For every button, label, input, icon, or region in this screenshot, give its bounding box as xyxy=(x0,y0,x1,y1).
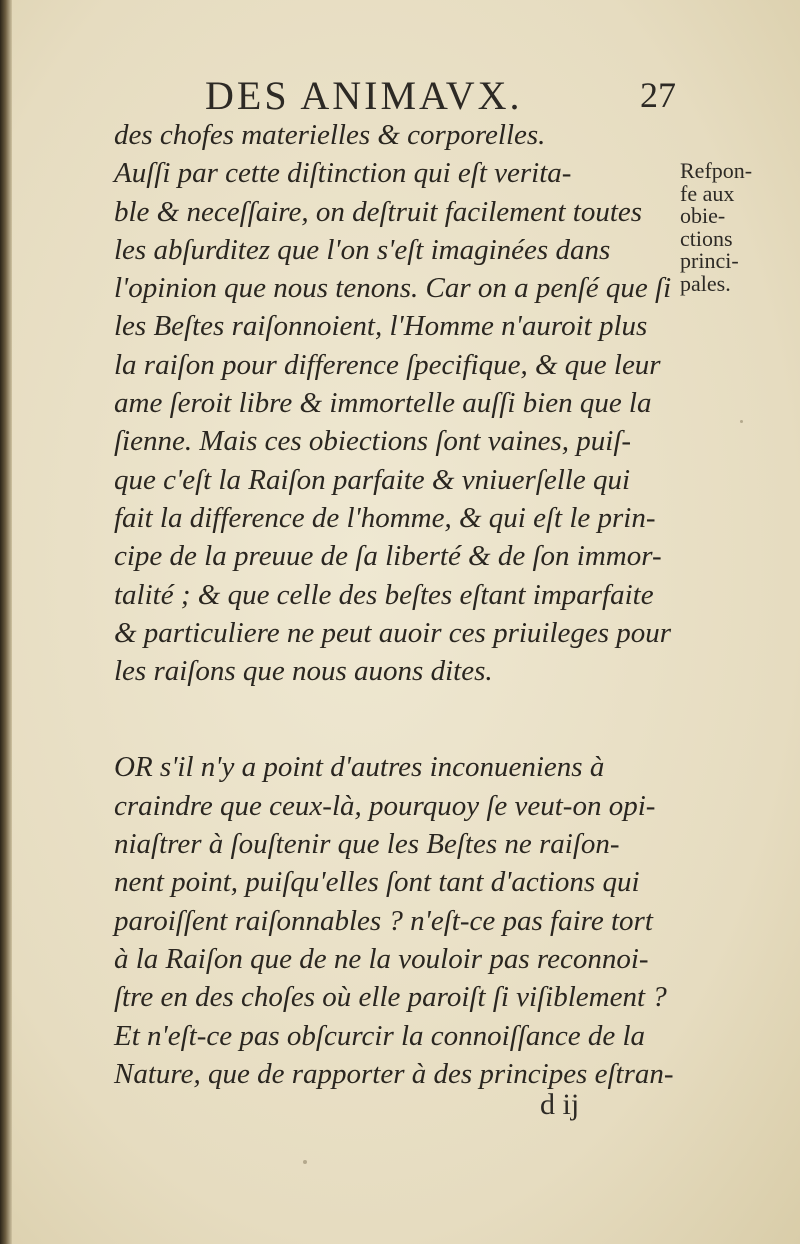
text-line: que c'eſt la Raiſon parfaite & vniuerſelle qui xyxy=(114,463,631,496)
margin-note-line: ctions xyxy=(680,225,733,251)
text-line: Nature, que de rapporter à des principes eſtran- xyxy=(114,1057,674,1090)
text-line: nent point, puiſqu'elles ſont tant d'actions qui xyxy=(114,866,640,899)
margin-note-line: princi- xyxy=(680,248,739,273)
margin-note-line: obie- xyxy=(680,203,726,228)
text-line: à la Raiſon que de ne la vouloir pas reconnoi- xyxy=(114,942,649,975)
text-line: Auſſi par cette diſtinction qui eſt verita- xyxy=(114,157,572,190)
paragraph-gap xyxy=(114,690,694,748)
text-line: fait la difference de l'homme, & qui eſt le prin- xyxy=(114,501,656,534)
text-line: & particuliere ne peut auoir ces priuileges pour xyxy=(114,616,672,649)
paper-speck xyxy=(740,420,743,423)
paper-speck xyxy=(303,1160,307,1164)
body-text xyxy=(114,116,694,1093)
text-line: OR s'il n'y a point d'autres inconueniens à xyxy=(114,751,605,784)
text-line: les raiſons que nous auons dites. xyxy=(114,655,493,688)
text-line: ſtre en des choſes où elle paroiſt ſi viſiblement ? xyxy=(114,981,667,1014)
text-line: l'opinion que nous tenons. Car on a penſé que ſi xyxy=(114,272,672,305)
binding-gutter xyxy=(0,0,12,1244)
text-line: paroiſſent raiſonnables ? n'eſt-ce pas faire tort xyxy=(114,904,653,937)
text-line: ame ſeroit libre & immortelle auſſi bien que la xyxy=(114,387,652,420)
text-line: Et n'eſt-ce pas obſcurcir la connoiſſance de la xyxy=(114,1019,646,1052)
running-title: DES ANIMAVX. xyxy=(205,73,523,118)
text-line: les Beſtes raiſonnoient, l'Homme n'auroit plus xyxy=(114,310,648,343)
margin-note xyxy=(680,160,790,295)
text-line: des chofes materielles & corporelles. xyxy=(114,119,546,151)
text-line: niaſtrer à ſouſtenir que les Beſtes ne raiſon- xyxy=(114,828,620,861)
page-number: 27 xyxy=(640,75,676,115)
signature-mark: d ij xyxy=(540,1088,580,1121)
text-line: craindre que ceux-là, pourquoy ſe veut-on opi- xyxy=(114,789,656,822)
text-line: les abſurditez que l'on s'eſt imaginées dans xyxy=(114,233,611,266)
margin-note-line: fe aux xyxy=(680,180,735,206)
text-line: ſienne. Mais ces obiections ſont vaines, puiſ- xyxy=(114,425,632,458)
text-line: la raiſon pour difference ſpecifique, & que leur xyxy=(114,348,661,381)
text-line: talité ; & que celle des beſtes eſtant imparfaite xyxy=(114,578,654,611)
text-line: ble & neceſſaire, on deſtruit facilement toutes xyxy=(114,195,643,228)
text-line: cipe de la preuue de ſa liberté & de ſon immor- xyxy=(114,540,662,573)
margin-note-line: pales. xyxy=(680,270,731,296)
margin-note-line: Refpon- xyxy=(680,158,753,183)
